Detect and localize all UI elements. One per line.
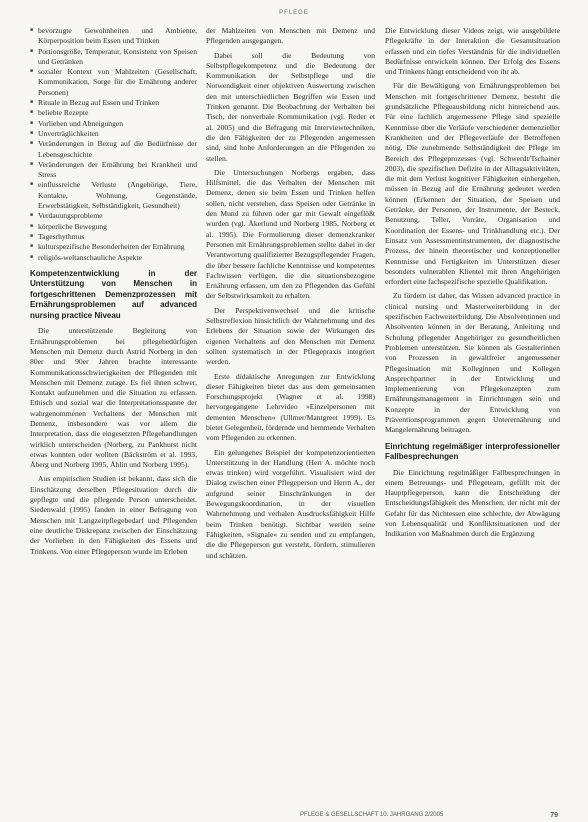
bullet-list <box>30 26 197 263</box>
list-item: ■ Verdauungsprobleme <box>30 211 197 221</box>
paragraph: der Mahlzeiten von Menschen mit Demenz und Pflegenden ausgegangen. <box>206 26 375 46</box>
section-heading: Kompetenzentwicklung in der Unterstützung von Menschen in fortgeschrittenen Demenzprozessen mit Ernährungsproblemen auf advanced nursing practice Niveau <box>30 268 197 320</box>
paragraph: Zu fördern ist daher, das Wissen advanced practice in clinical nursing und Masterweiterbildung in der spezifischen Fachweiterbildung. Die Absolventinnen und Absolventen können in der Beratung, Anleitung und Schulung pflegender Angehöriger zu gesundheitlichen Problemen unterstützen. Sie können als Gestalterinnen von Prozessen in gewaltfreier angemessener Pflegesituation mit Kolleginnen und Kollegen Ansprechpartner in der Entwicklung und Implementierung von Pflegekonzepten zum Ernährungsmanagement in Einrichtungen sein und Konzepte in der Entwicklung von Präventionsprogrammen gegen Unterernährung und Mangelernährung beitragen. <box>385 291 560 435</box>
list-item: ■ religiös-weltanschauliche Aspekte <box>30 253 197 263</box>
list-item: ■ Portionsgröße, Temperatur, Konsistenz von Speisen und Getränken <box>30 47 197 68</box>
list-item: ■ Unverträglichkeiten <box>30 129 197 139</box>
journal-name: PFLEGE & GESELLSCHAFT 10. JAHRGANG 2/2005 <box>300 812 444 818</box>
paragraph: Der Perspektivenwechsel und die kritische Selbstreflexion hinsichtlich der Wahrnehmung und des Erlebens der Situation sowie der Wirkungen des eigenen Verhaltens auf den Menschen mit Demenz sollten systematisch in der Pflegepraxis integriert werden. <box>206 305 375 367</box>
list-item: ■ körperliche Bewegung <box>30 222 197 232</box>
list-item: ■ einflussreiche Verluste (Angehörige, Tiere, Kontakte, Wohnung, Gegenstände, Erwerbstätigkeit, Selbständigkeit, Gesundheit) <box>30 180 197 211</box>
list-item: ■ Veränderungen der Ernährung bei Krankheit und Stress <box>30 160 197 181</box>
list-item: ■ sozialer Kontext von Mahlzeiten (Gesellschaft, Kommunikation, Sorge für die Ernährung anderer Personen) <box>30 67 197 98</box>
paragraph: Die Entwicklung dieser Videos zeigt, wie ausgebildete Pflegekräfte in der Interaktion die Gesamtsituation erfassen und ein tiefes Verständnis für die individuellen Bedürfnisse entwickeln können. Der Erfolg des Essens und Trinkens hängt entscheidend von ihr ab. <box>385 26 560 77</box>
paragraph: Aus empirischen Studien ist bekannt, dass sich die Einschätzung derselben Pflegesituation durch die gepflegte und die pflegende Person unterscheidet. Siedenwald (1995) fanden in einer Befragung von Menschen mit Langzeitpflegebedarf und Pflegenden eine deutliche Diskrepanz zwischen der Einschätzung der Vorlieben in den Fähigkeiten des Essens und Trinkens. Von einer Pflegeperson wurde im Erleben <box>30 474 197 556</box>
paragraph: Die unterstützende Begleitung von Ernährungsproblemen bei pflegebedürftigen Menschen mit Demenz durch Astrid Norberg in den 80er und 90er Jahren brachte interessante Kommunikationsschwierigkeiten der Pflegenden mit Menschen mit Demenz zutage. Es fiel ihnen schwer, Kontakt aufzunehmen und die Situation zu erfassen. Ethisch und sozial war die Interpretationsspanne der wahrgenommenen Verhaltens der Menschen mit Demenz, insbesondere was vor allem die Interpretation, dass die eingesetzten Pflegehandlungen wirklich unterscheiden (Norberg, zu Pankhurst nicht etwas konnten oder wollten (Bäckström et al. 1993, Åberg und Norberg 1995, Åhlin und Norberg 1995). <box>30 326 197 470</box>
paragraph: Die Untersuchungen Norbergs ergaben, dass Hilfsmittel, die das Verhalten der Menschen mit Demenz, denen sie beim Essen und Trinken helfen sollen, nicht verstehen, dass Speisen oder Getränke in den Mund zu führen oder gar mit Gewalt eingeflößt wurden (vgl. Åkerlund und Norberg 1985, Norberg et al. 1995). Die Formulierung dieser demenzkranker Personen mit Ernährungsproblemen stellte dabei in der Verantwortung qualifizierter Bezugspflegender Fragen, die über bessere fachliche Kenntnisse und kompetentes Fachwissen verfügen, die die situationsbezogene Ernährung erfassen, um den zu Pflegenden das Gefühl der Selbstwirksamkeit zu erhalten. <box>206 167 375 301</box>
column-1 <box>30 26 197 561</box>
list-item: ■ Rituale in Bezug auf Essen und Trinken <box>30 98 197 108</box>
list-item: ■ bevorzugte Gewohnheiten und Ambiente, Körperposition beim Essen und Trinken <box>30 26 197 47</box>
running-header: PFLEGE <box>279 10 309 16</box>
list-item: ■ Vorlieben und Abneigungen <box>30 119 197 129</box>
paragraph: Dabei soll die Bedeutung von Selbstpflegekompetenz und die Bedeutung der Kommunikation der Selbstpflege und die Notwendigkeit einer objektiven Auswertung zwischen den mit unterschiedlichen Begriffen wie Essen und Trinken genannt. Die Beobachtung der Verhalten bei Tisch, der nonverbale Kommunikation (vgl. Reder et al. 2005) und die Befragung mit Interviewtechniken, die den Fähigkeiten der zu Pflegenden angemessen sind, sind hohe Anforderungen an die Pflegenden zu stellen. <box>206 50 375 163</box>
list-item: ■ Tagesrhythmus <box>30 232 197 242</box>
paragraph: Für die Bewältigung von Ernährungsproblemen bei Menschen mit fortgeschrittener Demenz, besteht die grundsätzliche Pflegeausbildung nicht hinreichend aus. Für eine fachlich angemessene Pflege sind spezielle Kenntnisse über die Verläufe verschiedener demenzieller Krankheiten und der Pflegeverläufe der Betroffenen nötig. Die zunehmende Selbständigkeit der Pflege im Bereich des Pflegeprozesses (vgl. Schwerdt/Tschainer 2003), die spezifischen Defizite in der Alltagsaktivitäten, die mit dem Verlust kognitiver Fähigkeiten einhergehen, müssen in Bezug auf die Ernährung gedeutet werden können (Erkennen der Situation, der Speisen und Getränke, der Personen, der Instrumente, der Besteck, Benutzung, Teller, Vorräte, Organisation und Koordination der Essens- und Trinkhandlung etc.). Der Einsatz von Assessmentinstrumenten, der diagnostische Prozess, der hinein theoretischer und konzeptioneller Kenntnisse und Fertigkeiten im Unterstützen dieser besonders vulnerablen Klientel mit ihren Angehörigen erfordert eine fachspezifische spezielle Qualifikation. <box>385 81 560 287</box>
column-3 <box>385 26 560 544</box>
list-item: ■ Veränderungen in Bezug auf die Bedürfnisse der Lebensgeschichte <box>30 139 197 160</box>
section-heading: Einrichtung regelmäßiger interprofessioneller Fallbesprechungen <box>385 441 560 462</box>
list-item: ■ beliebte Rezepte <box>30 108 197 118</box>
paragraph: Ein gelungenes Beispiel der kompetenzorientierten Unterstützung in der Handlung (Herr A. möchte noch etwas trinken) wird vorgeführt. Visualisiert wird der Dialog zwischen einer Pflegeperson und Herrn A., der aufgrund seiner Einschränkungen in der Bewegungskoordination, in der visuellen Wahrnehmung und verbalen Ausdrucksfähigkeit Hilfe beim Trinken benötigt. Sichtbar werden seine Fähigkeiten, »Signale« zu senden und zu empfangen, die die Pflegeperson gut versteht, fördern, stimulieren und schätzen. <box>206 447 375 560</box>
paragraph: Die Einrichtung regelmäßiger Fallbesprechungen in einem Betreuungs- und Pflegeteam, gefüllt mit der Hauptpflegeperson, kann die Entscheidung der Entscheidungsfähigkeit des Menschen, der nicht mit der Gefahr für das Nichtessen eine schlechte, der Abwägung von Lebensqualität und Konfliktsituationen und der Indikation von Maßnahmen durch die Ergänzung <box>385 467 560 539</box>
column-2 <box>206 26 375 565</box>
paragraph: Erste didaktische Anregungen zur Entwicklung dieser Fähigkeiten bietet das aus dem gemeinsamen Forschungsprojekt (Wagner et al. 1998) hervorgegangene Lehrvideo »Einzelpersonen mit dementen Menschen« (Ullmer/Mantgreet 1999). Es bietet Gelegenheit, fördernde und hemmende Verhalten vom Pflegenden zu erkennen. <box>206 371 375 443</box>
list-item: ■ kulturspezifische Besonderheiten der Ernährung <box>30 242 197 252</box>
page-number: 79 <box>550 812 558 819</box>
